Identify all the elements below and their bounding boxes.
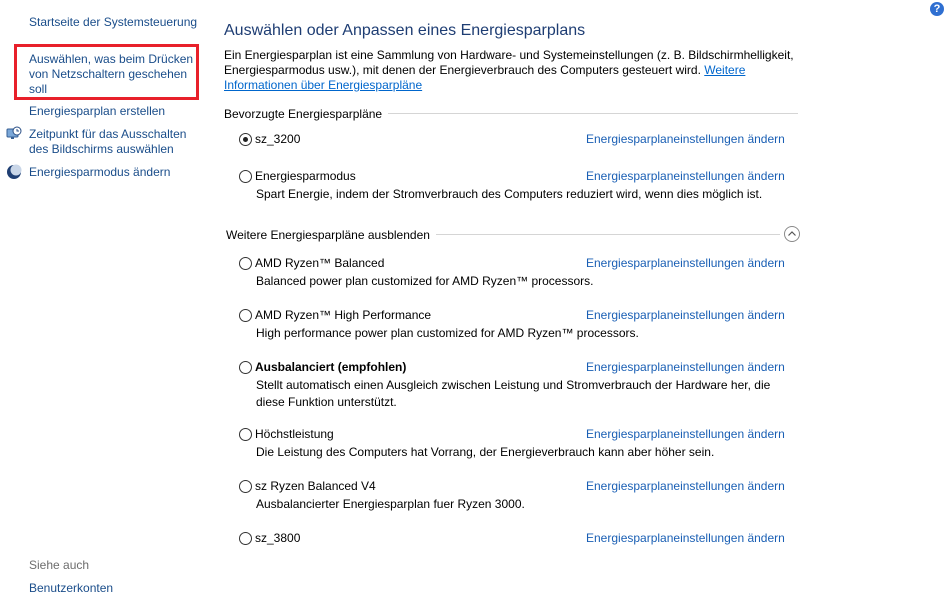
change-settings-link-ausbalanciert[interactable]: Energiesparplaneinstellungen ändern xyxy=(586,360,785,374)
radio-energiesparmodus[interactable] xyxy=(239,170,252,183)
description-text: Ein Energiesparplan ist eine Sammlung von Hardware- und Systemeinstellungen (z. B. Bildschirmhelligkeit, Energiesparmodus usw.), mit denen der Energieverbrauch des Computers gesteuert wird. xyxy=(224,48,794,77)
radio-sz-3800[interactable] xyxy=(239,532,252,545)
see-also-user-accounts[interactable]: Benutzerkonten xyxy=(29,581,114,595)
change-settings-link-sz-3800[interactable]: Energiesparplaneinstellungen ändern xyxy=(586,531,785,545)
plan-desc-amd-high-performance: High performance power plan customized for AMD Ryzen™ processors. xyxy=(256,326,639,340)
monitor-clock-icon xyxy=(6,126,22,142)
radio-hoechstleistung[interactable] xyxy=(239,428,252,441)
collapse-button[interactable] xyxy=(784,226,800,242)
plan-name-ausbalanciert: Ausbalanciert (empfohlen) xyxy=(255,360,407,374)
sidebar-item-display-off[interactable]: Zeitpunkt für das Ausschalten des Bildschirms auswählen xyxy=(29,127,187,156)
plan-desc-sz-ryzen-balanced-v4: Ausbalancierter Energiesparplan fuer Ryzen 3000. xyxy=(256,497,525,511)
more-plans-heading: Weitere Energiesparpläne ausblenden xyxy=(226,228,436,242)
see-also-heading: Siehe auch xyxy=(29,558,90,572)
sidebar-home-link[interactable]: Startseite der Systemsteuerung xyxy=(29,15,198,29)
page-title: Auswählen oder Anpassen eines Energiesparplans xyxy=(224,22,586,39)
plan-desc-hoechstleistung: Die Leistung des Computers hat Vorrang, der Energieverbrauch kann aber höher sein. xyxy=(256,445,715,459)
plan-name-sz-3200: sz_3200 xyxy=(255,132,301,146)
preferred-heading: Bevorzugte Energiesparpläne xyxy=(224,107,388,121)
sidebar-item-create-plan[interactable]: Energiesparplan erstellen xyxy=(29,104,166,118)
divider xyxy=(382,113,798,114)
plan-name-amd-balanced: AMD Ryzen™ Balanced xyxy=(255,256,385,270)
change-settings-link-amd-balanced[interactable]: Energiesparplaneinstellungen ändern xyxy=(586,256,785,270)
plan-name-hoechstleistung: Höchstleistung xyxy=(255,427,334,441)
plan-desc-ausbalanciert: Stellt automatisch einen Ausgleich zwischen Leistung und Stromverbrauch der Hardware her, die diese Funktion unterstützt. xyxy=(256,378,771,409)
plan-name-sz-ryzen-balanced-v4: sz Ryzen Balanced V4 xyxy=(255,479,376,493)
change-settings-link-amd-high-performance[interactable]: Energiesparplaneinstellungen ändern xyxy=(586,308,785,322)
radio-sz-ryzen-balanced-v4[interactable] xyxy=(239,480,252,493)
sidebar-item-sleep[interactable]: Energiesparmodus ändern xyxy=(29,165,171,179)
divider xyxy=(428,234,780,235)
plan-desc-energiesparmodus: Spart Energie, indem der Stromverbrauch des Computers reduziert wird, wenn dies möglich ist. xyxy=(256,187,763,201)
radio-amd-high-performance[interactable] xyxy=(239,309,252,322)
page-description xyxy=(224,48,804,93)
radio-ausbalanciert[interactable] xyxy=(239,361,252,374)
help-icon[interactable]: ? xyxy=(930,2,944,16)
sidebar-item-power-buttons[interactable]: Auswählen, was beim Drücken von Netzschaltern geschehen soll xyxy=(29,52,194,96)
radio-amd-balanced[interactable] xyxy=(239,257,252,270)
moon-icon xyxy=(6,164,22,180)
plan-name-amd-high-performance: AMD Ryzen™ High Performance xyxy=(255,308,432,322)
change-settings-link-hoechstleistung[interactable]: Energiesparplaneinstellungen ändern xyxy=(586,427,785,441)
plan-desc-amd-balanced: Balanced power plan customized for AMD Ryzen™ processors. xyxy=(256,274,594,288)
change-settings-link-sz-ryzen-balanced-v4[interactable]: Energiesparplaneinstellungen ändern xyxy=(586,479,785,493)
more-info-link[interactable]: Weitere Informationen über Energiesparpläne xyxy=(224,63,746,92)
change-settings-link-energiesparmodus[interactable]: Energiesparplaneinstellungen ändern xyxy=(586,169,785,183)
radio-sz-3200[interactable] xyxy=(239,133,252,146)
plan-name-sz-3800: sz_3800 xyxy=(255,531,301,545)
plan-name-energiesparmodus: Energiesparmodus xyxy=(255,169,356,183)
change-settings-link-sz-3200[interactable]: Energiesparplaneinstellungen ändern xyxy=(586,132,785,146)
chevron-up-icon xyxy=(785,227,799,241)
